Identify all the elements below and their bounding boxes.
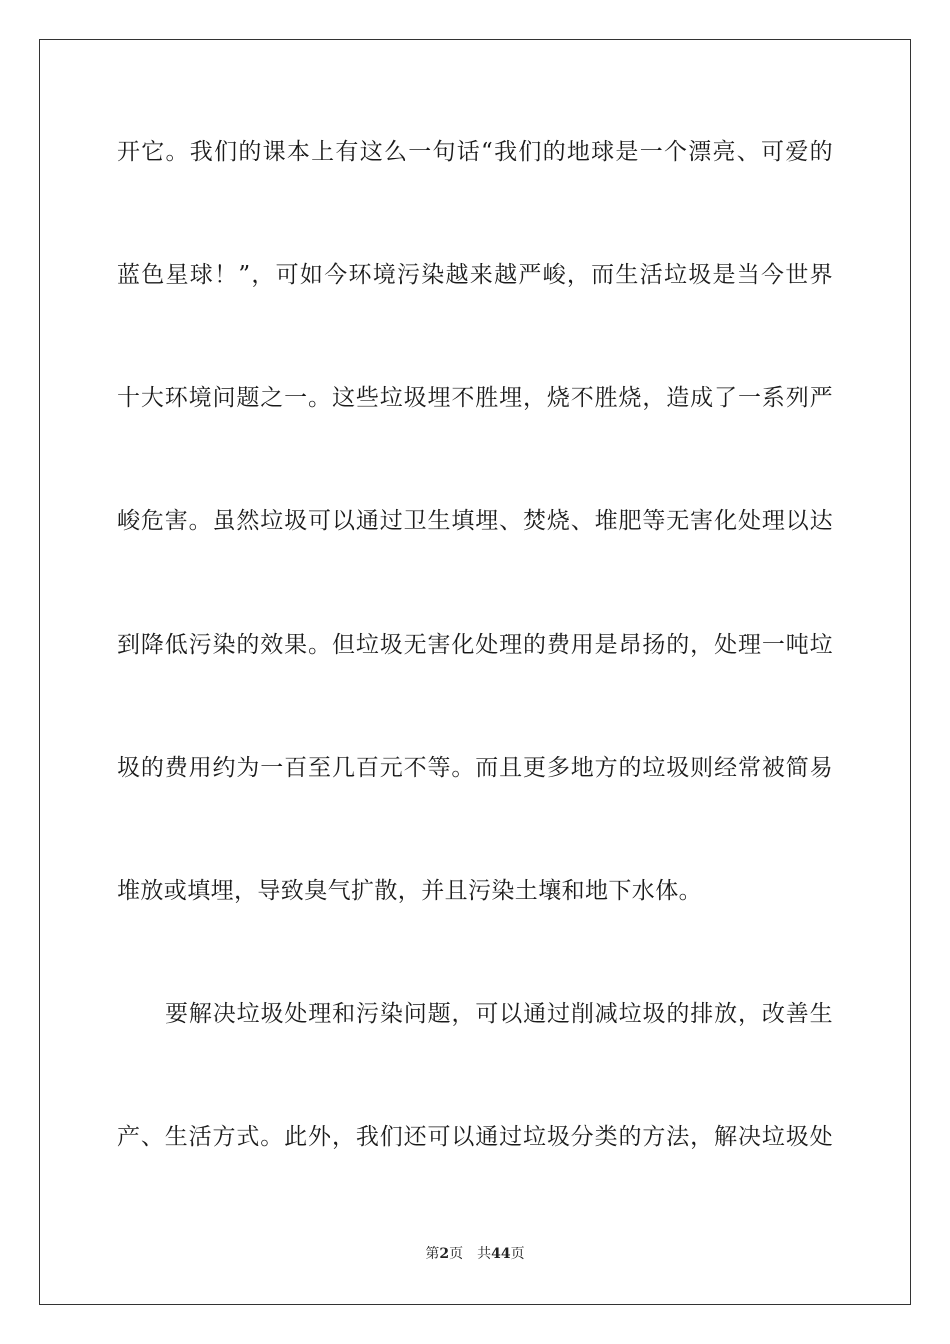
- page-suffix: 页: [449, 1246, 464, 1262]
- text-line-6: 圾的费用约为一百至几百元不等。而且更多地方的垃圾则经常被简易: [117, 755, 833, 781]
- page-footer: [0, 1245, 950, 1263]
- page-prefix: 第: [425, 1246, 440, 1262]
- text-line-1: 开它。我们的课本上有这么一句话“我们的地球是一个漂亮、可爱的: [117, 139, 833, 165]
- text-line-2: 蓝色星球！”，可如今环境污染越来越严峻，而生活垃圾是当今世界: [117, 262, 833, 288]
- text-line-4: 峻危害。虽然垃圾可以通过卫生填埋、焚烧、堆肥等无害化处理以达: [117, 508, 833, 534]
- total-pages: 44: [491, 1246, 511, 1262]
- total-suffix: 页: [510, 1246, 525, 1262]
- page-border: [39, 39, 911, 1305]
- text-line-3: 十大环境问题之一。这些垃圾埋不胜埋，烧不胜烧，造成了一系列严: [117, 385, 833, 411]
- total-prefix: 共: [477, 1246, 492, 1262]
- text-line-8: 要解决垃圾处理和污染问题，可以通过削减垃圾的排放，改善生: [165, 1001, 833, 1027]
- page-number: 2: [439, 1246, 450, 1262]
- text-line-5: 到降低污染的效果。但垃圾无害化处理的费用是昂扬的，处理一吨垃: [117, 632, 833, 658]
- text-line-9: 产、生活方式。此外，我们还可以通过垃圾分类的方法，解决垃圾处: [117, 1124, 833, 1150]
- text-line-7: 堆放或填埋，导致臭气扩散，并且污染土壤和地下水体。: [117, 878, 702, 904]
